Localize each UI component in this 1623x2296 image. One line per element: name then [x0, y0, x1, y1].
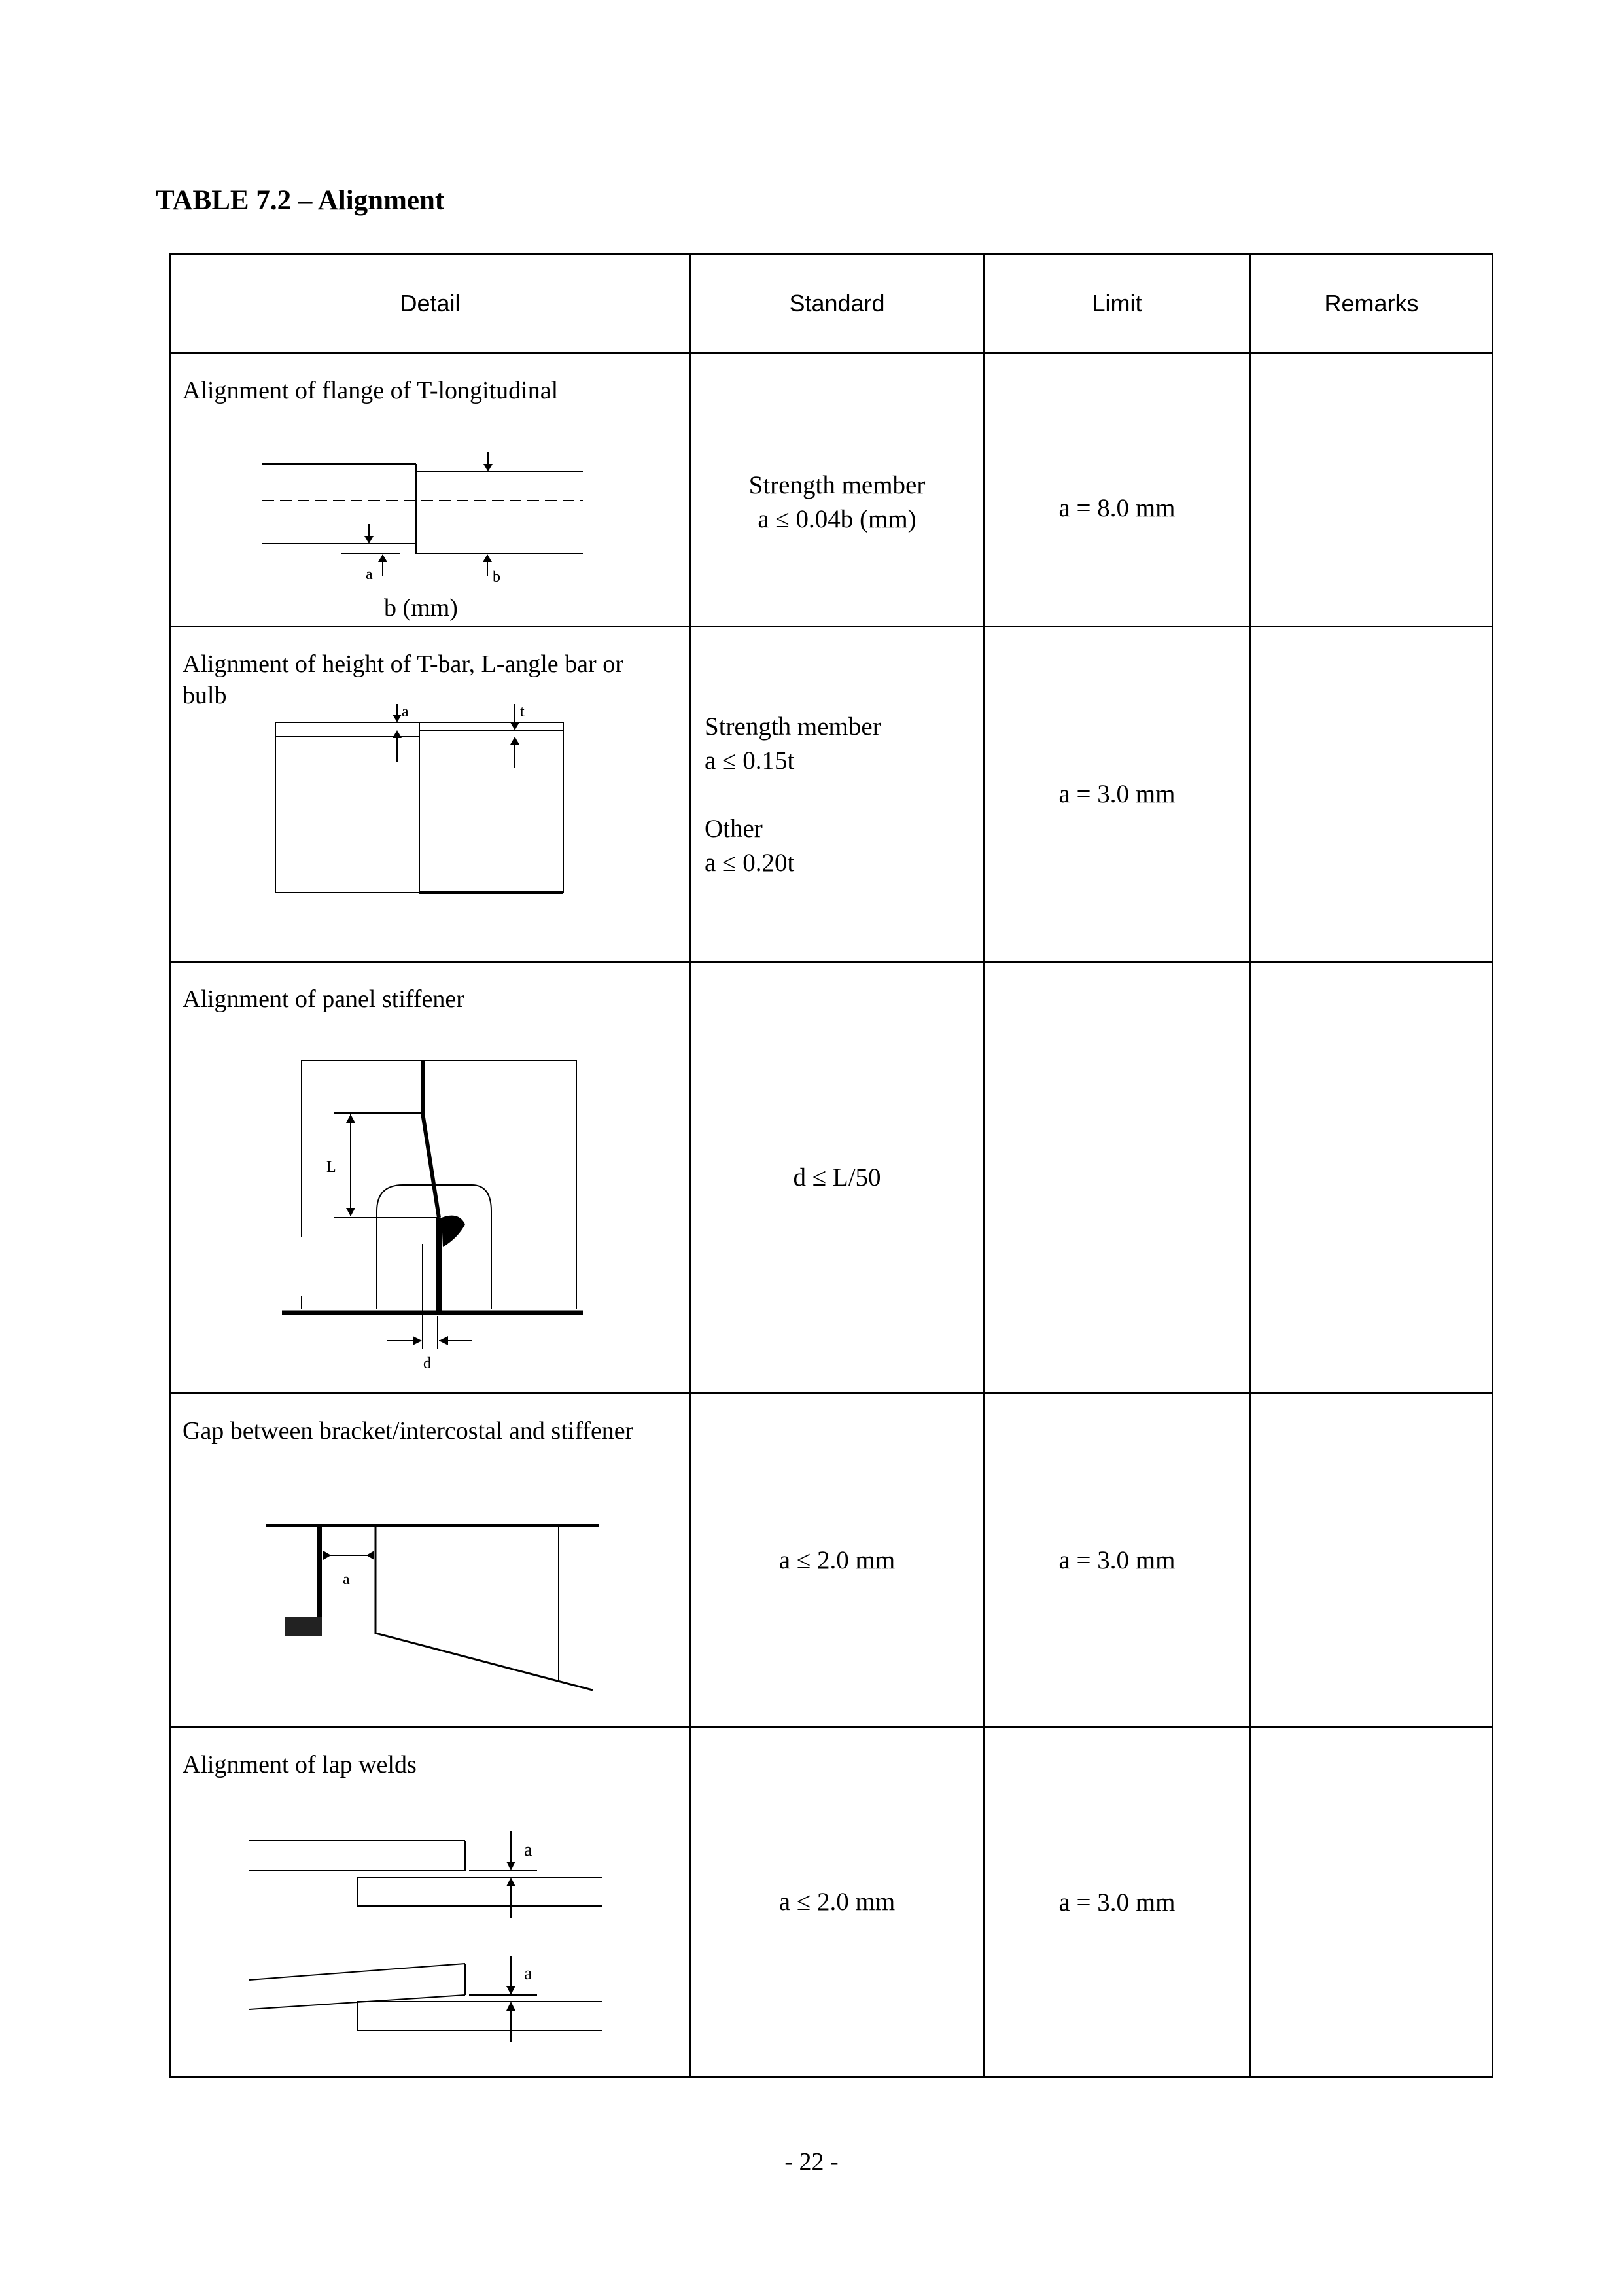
detail-cell [170, 1727, 691, 2077]
flange-alignment-figure [262, 452, 602, 622]
remarks-cell [1251, 1727, 1493, 2077]
detail-cell [170, 353, 691, 627]
label-a: a [343, 1571, 350, 1588]
detail-label: Alignment of panel stiffener [183, 985, 464, 1013]
lap-weld-figure [249, 1826, 616, 2068]
label-a-top: a [524, 1840, 532, 1860]
standard-line: a ≤ 0.20t [705, 849, 795, 877]
standard-line: a ≤ 0.04b (mm) [758, 505, 916, 533]
standard-line: a ≤ 2.0 mm [778, 1888, 896, 1916]
label-a: a [402, 703, 409, 720]
header-detail: Detail [170, 255, 691, 353]
label-a: a [366, 566, 373, 583]
label-b: b [493, 569, 500, 586]
standard-cell [691, 962, 984, 1394]
table-title: TABLE 7.2 – Alignment [156, 185, 445, 216]
label-b-mm: b (mm) [384, 594, 458, 622]
detail-label: Alignment of height of T-bar, L-angle bar or bulb [183, 650, 623, 709]
limit-cell: a = 3.0 mm [984, 1394, 1251, 1727]
limit-cell: a = 3.0 mm [984, 627, 1251, 962]
gap-figure [266, 1519, 606, 1689]
remarks-cell [1251, 962, 1493, 1394]
detail-label: Alignment of flange of T-longitudinal [183, 377, 559, 404]
header-remarks: Remarks [1251, 255, 1493, 353]
label-d: d [423, 1355, 431, 1372]
standard-line: Strength member [748, 471, 926, 499]
table-row [170, 353, 1493, 627]
label-a-bottom: a [524, 1964, 532, 1984]
header-limit: Limit [984, 255, 1251, 353]
standard-line: a ≤ 2.0 mm [778, 1545, 896, 1574]
standard-line: Strength member [705, 713, 881, 741]
table-row [170, 1727, 1493, 2077]
detail-label: Alignment of lap welds [183, 1751, 417, 1778]
table-row [170, 962, 1493, 1394]
height-alignment-figure [275, 722, 602, 906]
label-t: t [520, 703, 525, 720]
panel-stiffener-figure [282, 1061, 596, 1381]
remarks-cell [1251, 353, 1493, 627]
standard-line: Other [705, 815, 763, 843]
remarks-cell [1251, 1394, 1493, 1727]
header-standard: Standard [691, 255, 984, 353]
detail-cell [170, 1394, 691, 1727]
standard-line: d ≤ L/50 [793, 1163, 881, 1192]
height-labels [393, 698, 525, 724]
standard-cell [691, 1394, 984, 1727]
standard-line: a ≤ 0.15t [705, 747, 795, 775]
limit-cell [984, 962, 1251, 1394]
label-L: L [326, 1159, 336, 1176]
limit-cell: a = 3.0 mm [984, 1727, 1251, 2077]
detail-cell [170, 627, 691, 962]
table-row [170, 627, 1493, 962]
standard-line [705, 778, 983, 812]
detail-cell [170, 962, 691, 1394]
alignment-table [169, 253, 1493, 2078]
limit-cell: a = 8.0 mm [984, 353, 1251, 627]
standard-cell [691, 1727, 984, 2077]
standard-cell [691, 353, 984, 627]
table-row [170, 1394, 1493, 1727]
detail-label: Gap between bracket/intercostal and stiffener [183, 1417, 634, 1445]
header-row [170, 255, 1493, 353]
standard-cell [691, 627, 984, 962]
page-number: - 22 - [784, 2148, 839, 2176]
remarks-cell [1251, 627, 1493, 962]
